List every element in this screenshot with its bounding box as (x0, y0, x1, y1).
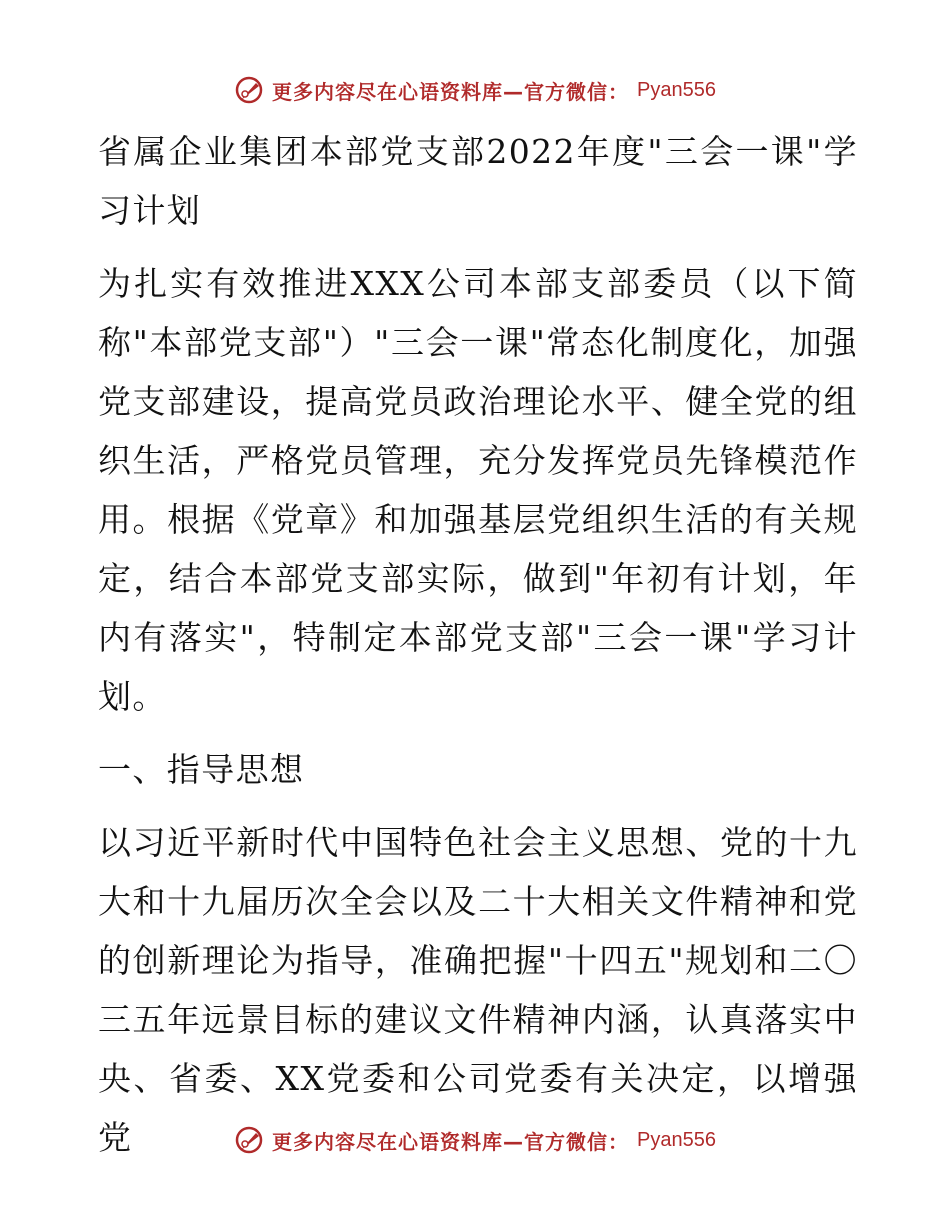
footer-banner (0, 1120, 950, 1160)
banner-wechat-id: Pyan556 (637, 78, 716, 101)
quill-logo-icon (234, 75, 264, 105)
quill-logo-icon (234, 1125, 264, 1155)
banner-text: 更多内容尽在心语资料库—官方微信： (272, 79, 630, 104)
document-title: 省属企业集团本部党支部2022年度"三会一课"学习计划 (98, 132, 858, 230)
document-body (98, 122, 858, 1181)
banner-wechat-id: Pyan556 (637, 1128, 716, 1151)
banner-text: 更多内容尽在心语资料库—官方微信： (272, 1129, 630, 1154)
section-heading-guiding-ideology: 一、指导思想 (98, 750, 305, 789)
header-banner (0, 70, 950, 110)
intro-paragraph: 为扎实有效推进XXX公司本部支部委员（以下简称"本部党支部"）"三会一课"常态化制度化，加强党支部建设，提高党员政治理论水平、健全党的组织生活，严格党员管理，充分发挥党员先锋模范作用。根据《党章》和加强基层党组织生活的有关规定，结合本部党支部实际，做到"年初有计划，年内有落实"，特制定本部党支部"三会一课"学习计划。 (98, 264, 858, 716)
section-paragraph: 以习近平新时代中国特色社会主义思想、党的十九大和十九届历次全会以及二十大相关文件精神和党的创新理论为指导，准确把握"十四五"规划和二〇三五年远景目标的建议文件精神内涵，认真落实中央、省委、XX党委和公司党委有关决定，以增强党 (98, 823, 858, 1157)
